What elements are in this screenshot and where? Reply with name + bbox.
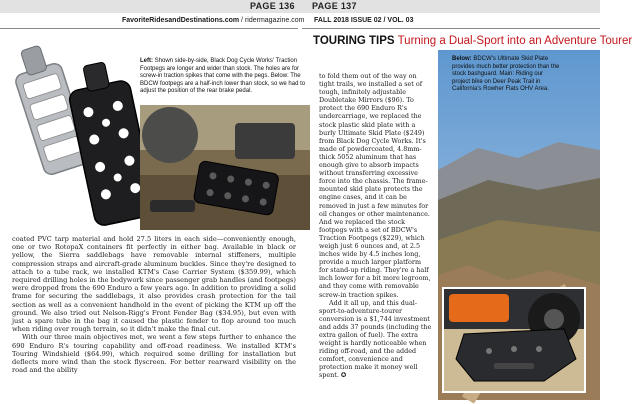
trail-riding-image [140, 105, 310, 230]
trail-riding-drawing [140, 105, 310, 230]
footpeg-caption-lead: Left: [140, 58, 153, 64]
article-paragraph: coated PVC tarp material and hold 27.5 liters in each side—conveniently enough, one or two RotopaX containers fit perfectly in either bag. Available in black or yellow, the Sierra saddlebags have removable internal stiffeners, multiple compression straps and aircraft-grade aluminum buckles. Since they're designed to attach to a tube rack, we installed KTM's Case Carrier System ($359.99), which required drilling holes in the bodywork since passenger grab handles (and footpegs) were dropped from the 690 Enduro a few years ago. In addition to providing a solid frame for securing the saddlebags, it also provides crash protection for the tail section as well as a convenient handhold in the event of picking the KTM up off the ground. We also tried out Nelson-Rigg's Front Fender Bag ($34.95), but even with just a spare tube in the bag it caused the plastic fender to flop around too much when riding over rough terrain, so it didn't make the final cut. [12, 235, 296, 334]
page-number-right: PAGE 137 [312, 1, 357, 11]
header-rule-right [302, 28, 600, 29]
folio-bar [0, 0, 600, 13]
section-headline [313, 35, 632, 47]
article-subtitle: Turning a Dual-Sport into an Adventure Tourer [397, 35, 632, 47]
issue-info: FALL 2018 ISSUE 02 / VOL. 03 [314, 17, 414, 24]
article-paragraph: With our three main objectives met, we went a few steps further to enhance the 690 Enduro R's touring capability and off-road readiness. We installed KTM's Touring Windshield ($64.99), which required some drilling for installation but deflects more wind than the stock flyscreen. For better rearward visibility on the road and the ability [12, 333, 296, 375]
site-separator: / [239, 17, 245, 24]
footpeg-drawing [12, 36, 152, 226]
article-paragraph: to fold them out of the way on tight trails, we installed a set of tough, infinitely adjustable Doubletake Mirrors ($96). To protect the 690 Enduro R's undercarriage, we replaced the stock plastic skid plate with a burly Ultimate Skid Plate ($249) from Black Dog Cycle Works. It's made of powdercoated, 4.8mm-thick 5052 aluminum that has enough give to absorb impacts without transferring excessive force into the chassis. The frame-mounted skid plate protects the engine cases, and it can be removed in just a few minutes for oil changes or other maintenance. And we replaced the stock footpegs with a set of BDCW's Traction Footpegs ($229), which weigh just 6 ounces and, at 2.5 inches wide by 4.5 inches long, provide a much larger platform for stand-up riding. They're a half inch lower for a bit more legroom, and they come with removable screw-in traction spikes. [319, 72, 431, 299]
skid-plate-drawing [444, 289, 584, 391]
left-page-header [122, 17, 304, 24]
article-column-right [319, 72, 432, 380]
header-rule-left [0, 28, 298, 29]
article-column-left [12, 235, 296, 374]
skidplate-caption-text: BDCW's Ultimate Skid Plate provides much better protection than the stock bashguard. Main: Riding our project bike on Deer Peak Trail in California's Rowher Flats OHV Area. [452, 56, 560, 93]
site-name-2: ridermagazine.com [244, 17, 305, 24]
article-paragraph: Add it all up, and this dual-sport-to-adventure-tourer conversion is a $1,744 investment and adds 37 pounds (including the extra gallon of fuel). The extra weight is hardly noticeable when riding off-road, and the added comfort, convenience and protection make it money well spent. ✪ [319, 298, 432, 380]
skid-plate-image [442, 287, 586, 393]
footpeg-image [12, 36, 152, 226]
skidplate-caption-lead: Below: [452, 56, 472, 62]
footpeg-caption [140, 58, 308, 96]
footpeg-caption-text: Shown side-by-side, Black Dog Cycle Works' Traction Footpegs are longer and wider than stock. The holes are for screw-in traction spikes that come with the pegs. Below: The BDCW footpegs are a half-inch lower than stock, so we had to adjust the position of the rear brake pedal. [140, 58, 306, 95]
site-name: FavoriteRidesandDestinations.com [122, 17, 240, 24]
skidplate-caption [452, 56, 560, 94]
page-number-left: PAGE 136 [250, 1, 295, 11]
section-label: TOURING TIPS [313, 35, 395, 47]
